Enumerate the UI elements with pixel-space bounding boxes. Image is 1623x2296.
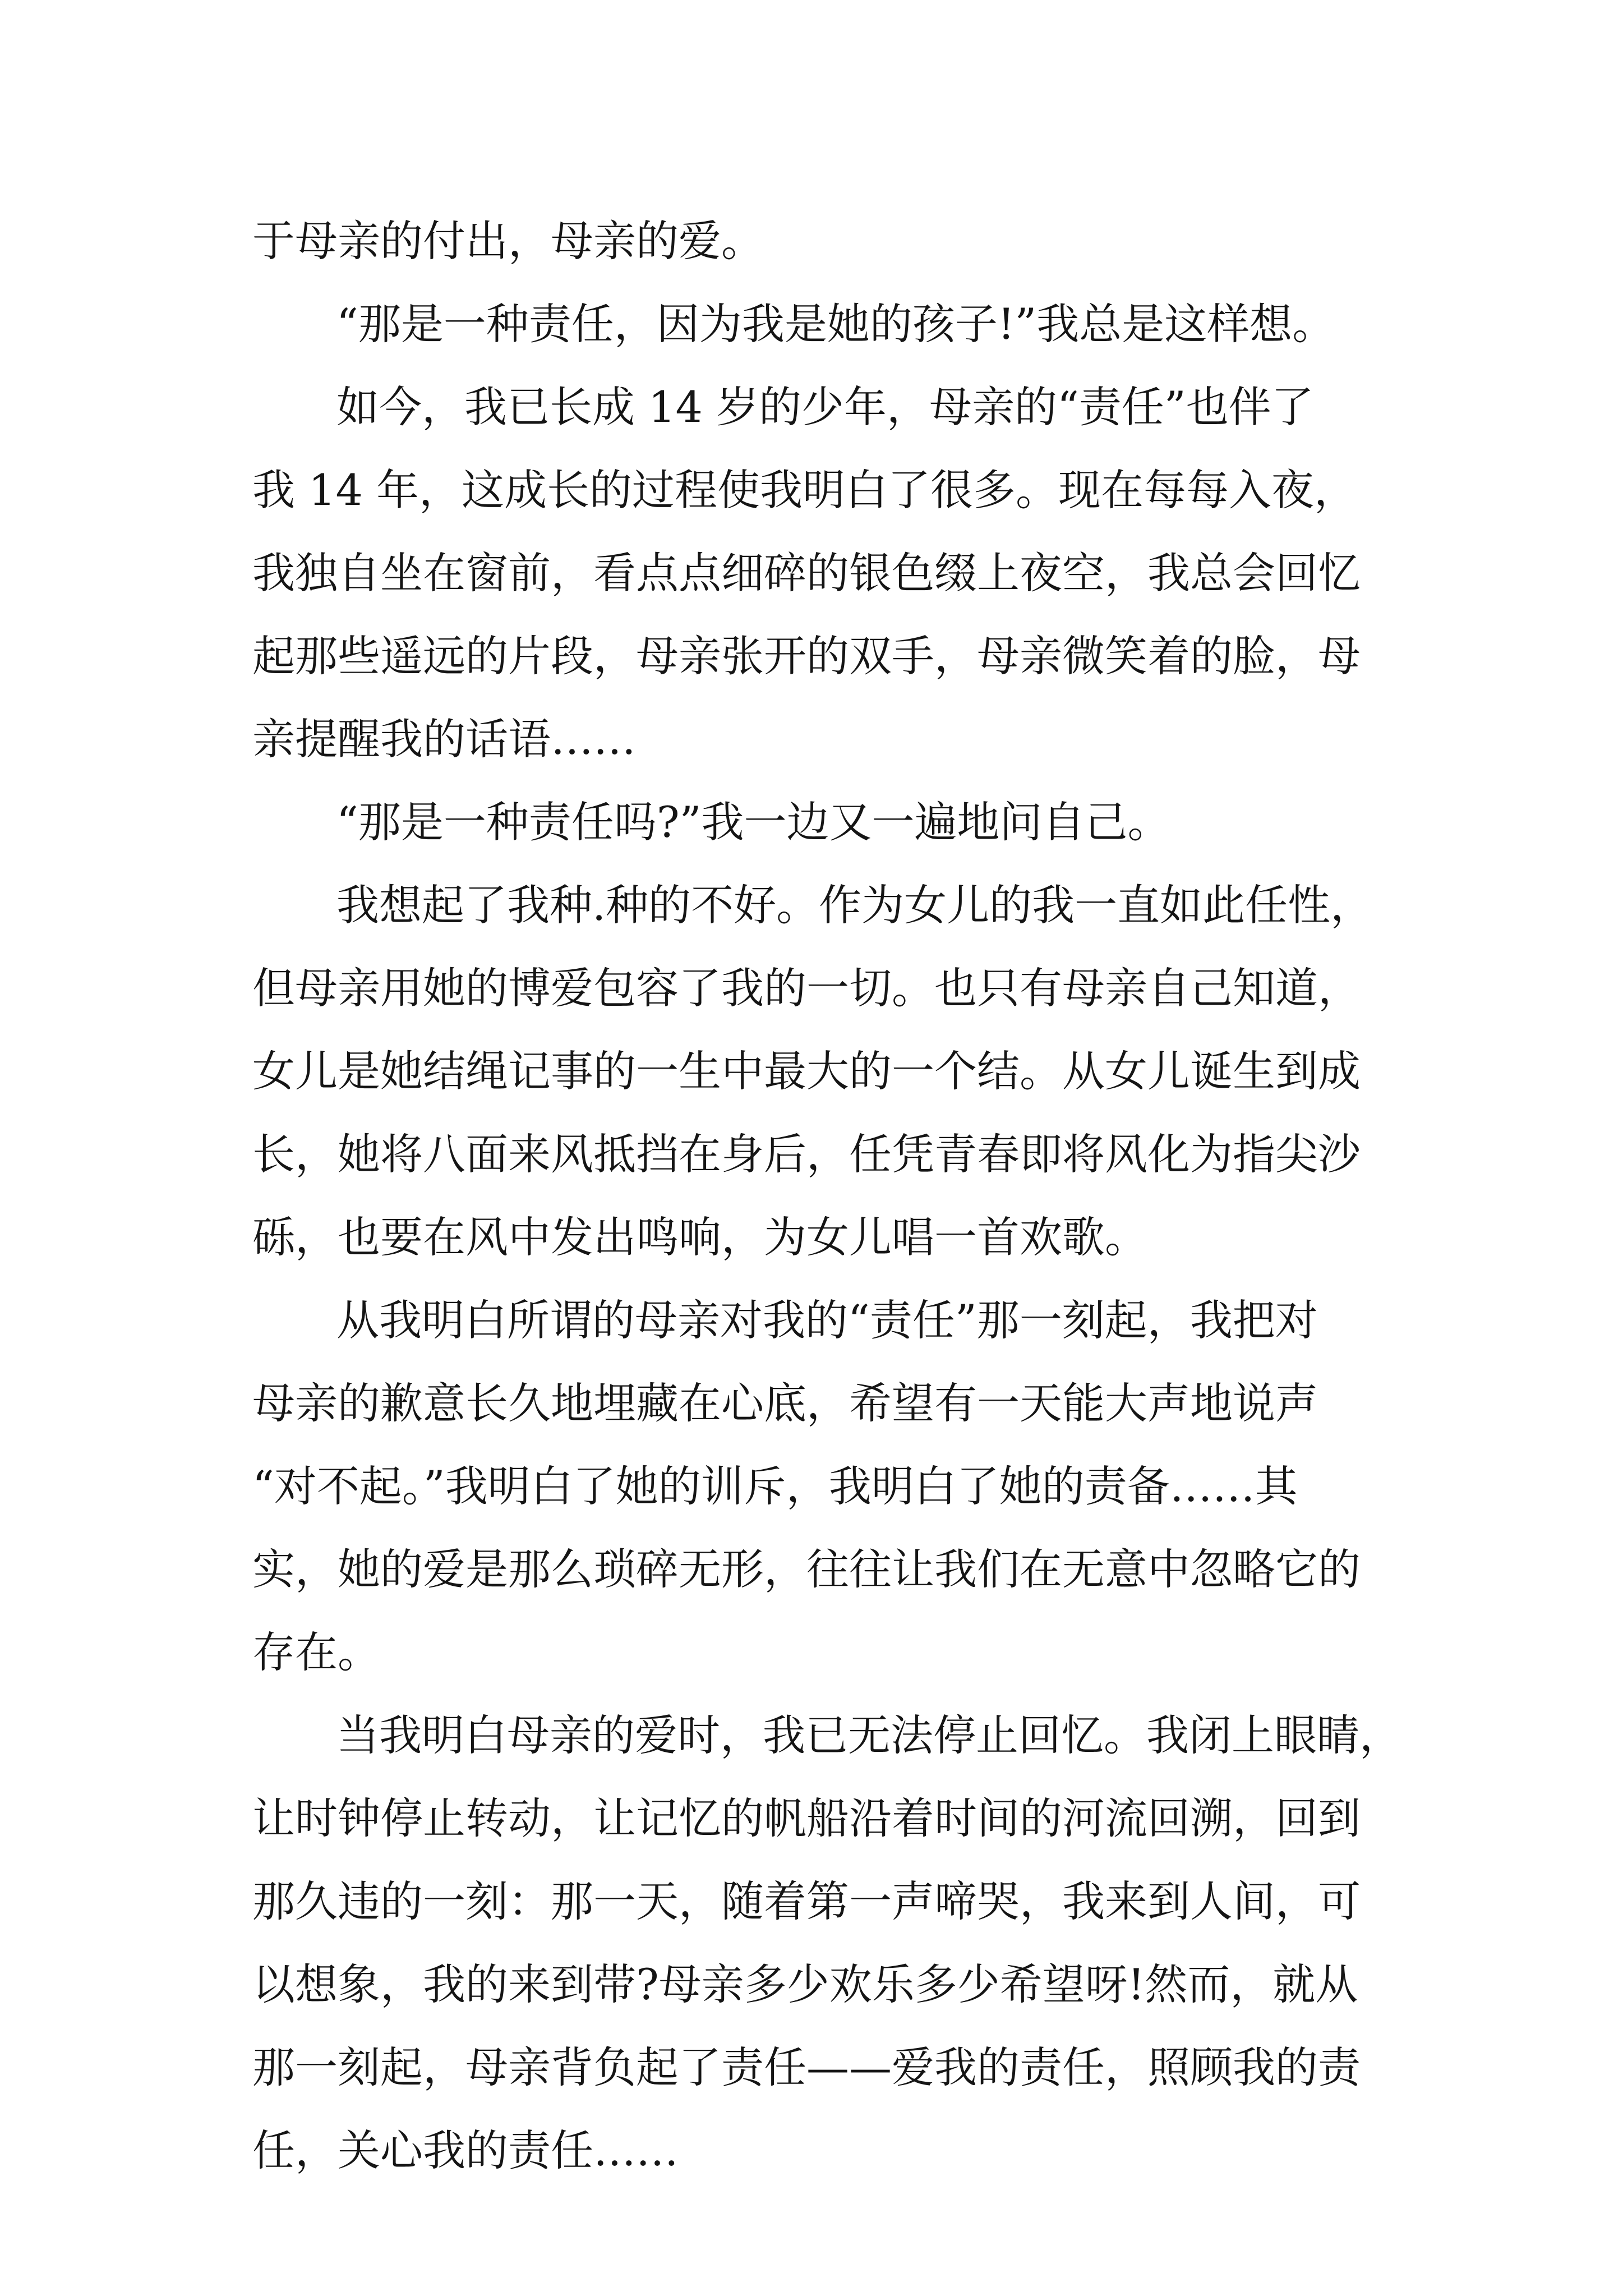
- text-line: “对不起。”我明白了她的训斥，我明白了她的责备……其: [252, 1461, 1298, 1511]
- text-line: 实，她的爱是那么琐碎无形，往往让我们在无意中忽略它的: [252, 1544, 1361, 1594]
- paragraph-first-line: 我想起了我种.种的不好。作为女儿的我一直如此任性，: [336, 880, 1373, 930]
- paragraph-first-line: 从我明白所谓的母亲对我的“责任”那一刻起，我把对: [336, 1295, 1318, 1345]
- text-line: 但母亲用她的博爱包容了我的一切。也只有母亲自己知道，: [252, 963, 1361, 1013]
- text-line: 母亲的歉意长久地埋藏在心底，希望有一天能大声地说声: [252, 1378, 1318, 1428]
- text-line: 于母亲的付出，母亲的爱。: [252, 216, 764, 266]
- text-line: 砾，也要在风中发出鸣响，为女儿唱一首欢歌。: [252, 1212, 1147, 1262]
- text-line: 那一刻起，母亲背负起了责任——爱我的责任，照顾我的责: [252, 2042, 1361, 2092]
- paragraph-first-line: 如今，我已长成 14 岁的少年，母亲的“责任”也伴了: [336, 382, 1314, 432]
- text-line: 让时钟停止转动，让记忆的帆船沿着时间的河流回溯，回到: [252, 1793, 1361, 1843]
- text-line: 存在。: [252, 1627, 380, 1677]
- text-line: 任，关心我的责任……: [252, 2125, 679, 2175]
- text-line: 亲提醒我的话语……: [252, 714, 636, 764]
- paragraph-first-line: 当我明白母亲的爱时，我已无法停止回忆。我闭上眼睛，: [336, 1710, 1402, 1760]
- paragraph-first-line: “那是一种责任，因为我是她的孩子!”我总是这样想。: [336, 299, 1335, 349]
- text-line: 我独自坐在窗前，看点点细碎的银色缀上夜空，我总会回忆: [252, 548, 1361, 598]
- text-line: 以想象，我的来到带?母亲多少欢乐多少希望呀!然而，就从: [252, 1959, 1358, 2009]
- text-line: 起那些遥远的片段，母亲张开的双手，母亲微笑着的脸，母: [252, 631, 1361, 681]
- text-line: 我 14 年，这成长的过程使我明白了很多。现在每每入夜，: [252, 465, 1357, 515]
- paragraph-first-line: “那是一种责任吗?”我一边又一遍地问自己。: [336, 797, 1170, 847]
- text-line: 长，她将八面来风抵挡在身后，任凭青春即将风化为指尖沙: [252, 1129, 1361, 1179]
- text-line: 女儿是她结绳记事的一生中最大的一个结。从女儿诞生到成: [252, 1046, 1361, 1096]
- text-line: 那久违的一刻：那一天，随着第一声啼哭，我来到人间，可: [252, 1876, 1361, 1926]
